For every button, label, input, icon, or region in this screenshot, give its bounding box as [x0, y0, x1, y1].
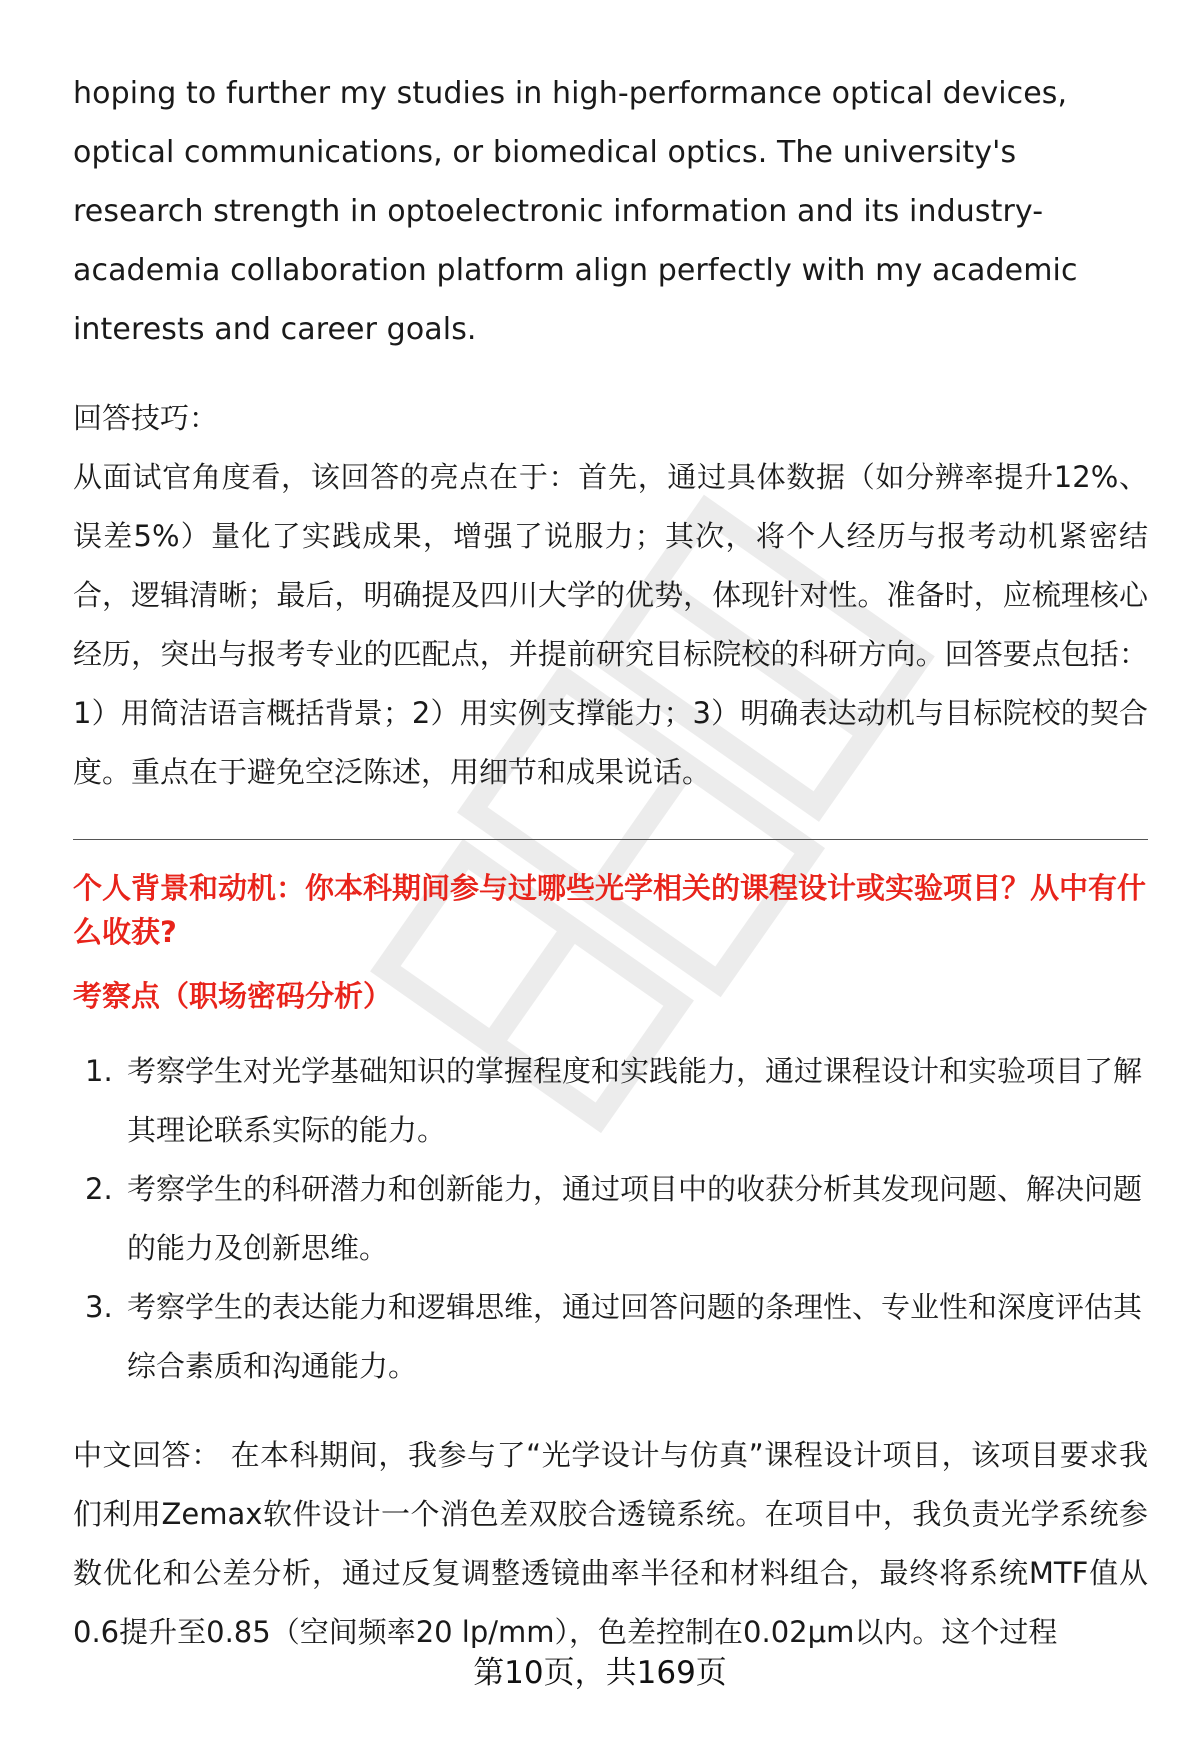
tips-label: 回答技巧：	[73, 401, 219, 435]
list-item	[73, 1160, 1148, 1278]
chinese-answer-paragraph: 中文回答： 在本科期间，我参与了“光学设计与仿真”课程设计项目，该项目要求我们利用Zemax软件设计一个消色差双胶合透镜系统。在项目中，我负责光学系统参数优化和公差分析，通过反复调整透镜曲率半径和材料组合，最终将系统MTF值从0.6提升至0.85（空间频率20 lp/mm），色差控制在0.02μm以内。这个过程	[73, 1438, 1148, 1649]
page-footer: 第10页，共169页	[473, 1655, 727, 1691]
list-item-text: 考察学生对光学基础知识的掌握程度和实践能力，通过课程设计和实验项目了解其理论联系实际的能力。	[127, 1054, 1143, 1147]
list-number: 1.	[85, 1054, 113, 1088]
list-number: 3.	[85, 1290, 113, 1324]
list-item-text: 考察学生的表达能力和逻辑思维，通过回答问题的条理性、专业性和深度评估其综合素质和沟通能力。	[127, 1290, 1143, 1383]
main-content	[73, 64, 1148, 1662]
list-item	[73, 1278, 1148, 1396]
tips-paragraph: 从面试官角度看，该回答的亮点在于：首先，通过具体数据（如分辨率提升12%、误差5%）量化了实践成果，增强了说服力；其次，将个人经历与报考动机紧密结合，逻辑清晰；最后，明确提及四川大学的优势，体现针对性。准备时，应梳理核心经历，突出与报考专业的匹配点，并提前研究目标院校的科研方向。回答要点包括：1）用简洁语言概括背景；2）用实例支撑能力；3）明确表达动机与目标院校的契合度。重点在于避免空泛陈述，用细节和成果说话。	[73, 460, 1148, 789]
question-title: 个人背景和动机：你本科期间参与过哪些光学相关的课程设计或实验项目？从中有什么收获?	[73, 871, 1147, 949]
english-paragraph: hoping to further my studies in high-performance optical devices, optical communications, or biomedical optics. The university's research strength in optoelectronic information and its industry-academia collaboration platform align perfectly with my academic interests and career goals.	[73, 76, 1078, 347]
list-number: 2.	[85, 1172, 113, 1206]
assessment-points-list	[73, 1042, 1148, 1396]
assessment-heading: 考察点（职场密码分析）	[73, 979, 393, 1013]
section-divider	[73, 839, 1148, 840]
list-item	[73, 1042, 1148, 1160]
list-item-text: 考察学生的科研潜力和创新能力，通过项目中的收获分析其发现问题、解决问题的能力及创新思维。	[127, 1172, 1143, 1265]
